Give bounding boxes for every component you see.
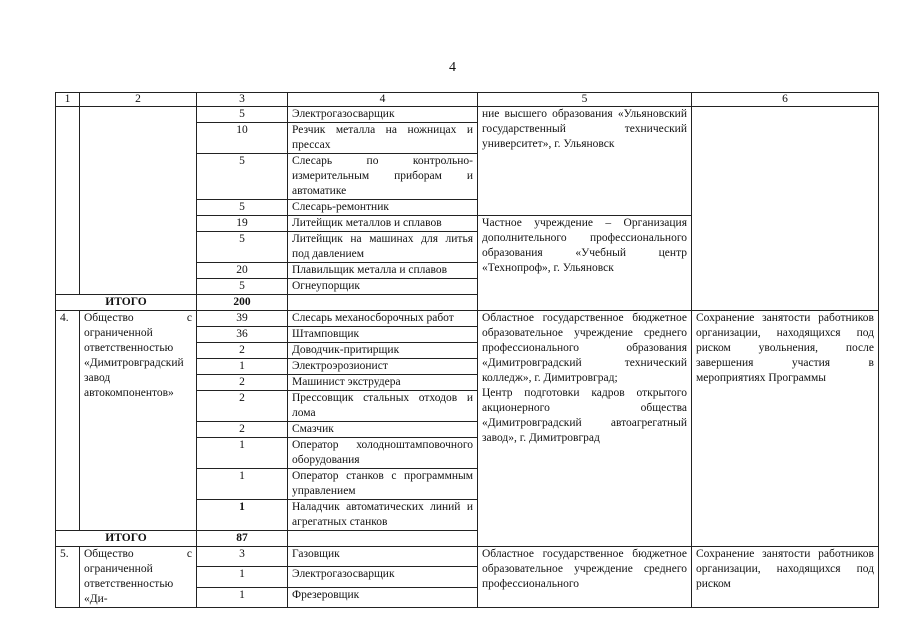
worker-count: 2: [197, 343, 288, 359]
worker-count: 5: [197, 107, 288, 123]
empty-cell: [288, 295, 478, 311]
institution-text: Областное государственное бюджетное образовательное учреждение среднего профессионального образования «Димитровградский технический колледж», г. Димитровград;: [482, 312, 687, 384]
profession-name: Слесарь по контрольно-измерительным приборам и автоматике: [288, 154, 478, 200]
profession-name: Газовщик: [288, 547, 478, 567]
institution-text: Центр подготовки кадров открытого акционерного общества «Димитровградский автоагрегатный завод», г. Димитровград: [482, 387, 687, 444]
worker-count: 2: [197, 422, 288, 438]
column-number: 5: [478, 93, 692, 107]
worker-count: 1: [197, 469, 288, 500]
total-label: ИТОГО: [56, 531, 197, 547]
profession-name: Слесарь-ремонтник: [288, 200, 478, 216]
profession-name: Прессовщик стальных отходов и лома: [288, 391, 478, 422]
table-row: [56, 311, 879, 327]
worker-count: 5: [197, 232, 288, 263]
total-value: 87: [197, 531, 288, 547]
table-row: [56, 107, 879, 123]
index-cell: [56, 107, 80, 295]
organization-cell: Общество с ограниченной ответственностью «Ди-: [80, 547, 197, 608]
profession-name: Слесарь механосборочных работ: [288, 311, 478, 327]
profession-name: Электроэрозионист: [288, 359, 478, 375]
profession-name: Машинист экструдера: [288, 375, 478, 391]
worker-count: 36: [197, 327, 288, 343]
worker-count: 1: [197, 359, 288, 375]
worker-count: 2: [197, 391, 288, 422]
profession-name: Фрезеровщик: [288, 587, 478, 607]
institution-cell: Областное государственное бюджетное образовательное учреждение среднего профессионального: [478, 547, 692, 608]
column-number: 1: [56, 93, 80, 107]
table-row: [56, 547, 879, 567]
profession-name: Плавильщик металла и сплавов: [288, 263, 478, 279]
profession-name: Литейщик на машинах для литья под давлением: [288, 232, 478, 263]
column-number: 3: [197, 93, 288, 107]
profession-name: Смазчик: [288, 422, 478, 438]
organization-cell: [80, 107, 197, 295]
note-cell: [692, 107, 879, 311]
note-cell: Сохранение занятости работников организации, находящихся под риском увольнения, после завершения участия в мероприятиях Программы: [692, 311, 879, 547]
total-label: ИТОГО: [56, 295, 197, 311]
empty-cell: [288, 531, 478, 547]
profession-name: Резчик металла на ножницах и прессах: [288, 123, 478, 154]
profession-name: Доводчик-притирщик: [288, 343, 478, 359]
profession-name: Электрогазосварщик: [288, 107, 478, 123]
institution-cell: ние высшего образования «Ульяновский государственный технический университет», г. Ульяновск: [478, 107, 692, 216]
worker-count: 5: [197, 154, 288, 200]
profession-name: Наладчик автоматических линий и агрегатных станков: [288, 500, 478, 531]
worker-count: 19: [197, 216, 288, 232]
worker-count: 39: [197, 311, 288, 327]
column-number-row: [56, 93, 879, 107]
column-number: 4: [288, 93, 478, 107]
profession-name: Литейщик металлов и сплавов: [288, 216, 478, 232]
worker-count: 2: [197, 375, 288, 391]
column-number: 6: [692, 93, 879, 107]
profession-name: Штамповщик: [288, 327, 478, 343]
profession-name: Электрогазосварщик: [288, 567, 478, 587]
worker-count: 1: [197, 587, 288, 607]
profession-name: Оператор станков с программным управлением: [288, 469, 478, 500]
worker-count: 5: [197, 200, 288, 216]
note-cell: Сохранение занятости работников организации, находящихся под риском: [692, 547, 879, 608]
index-cell: 5.: [56, 547, 80, 608]
worker-count: 5: [197, 279, 288, 295]
profession-name: Огнеупорщик: [288, 279, 478, 295]
worker-count: 1: [197, 500, 288, 531]
total-value: 200: [197, 295, 288, 311]
worker-count: 3: [197, 547, 288, 567]
worker-count: 10: [197, 123, 288, 154]
professions-table: [55, 92, 879, 608]
institution-cell: Частное учреждение – Организация дополнительного профессионального образования «Учебный центр «Технопроф», г. Ульяновск: [478, 216, 692, 311]
worker-count: 1: [197, 438, 288, 469]
column-number: 2: [80, 93, 197, 107]
profession-name: Оператор холодноштамповочного оборудования: [288, 438, 478, 469]
organization-cell: Общество с ограниченной ответственностью «Димитровградский завод автокомпонентов»: [80, 311, 197, 531]
worker-count: 20: [197, 263, 288, 279]
worker-count: 1: [197, 567, 288, 587]
institution-cell: [478, 311, 692, 547]
page-number: 4: [449, 60, 456, 75]
index-cell: 4.: [56, 311, 80, 531]
